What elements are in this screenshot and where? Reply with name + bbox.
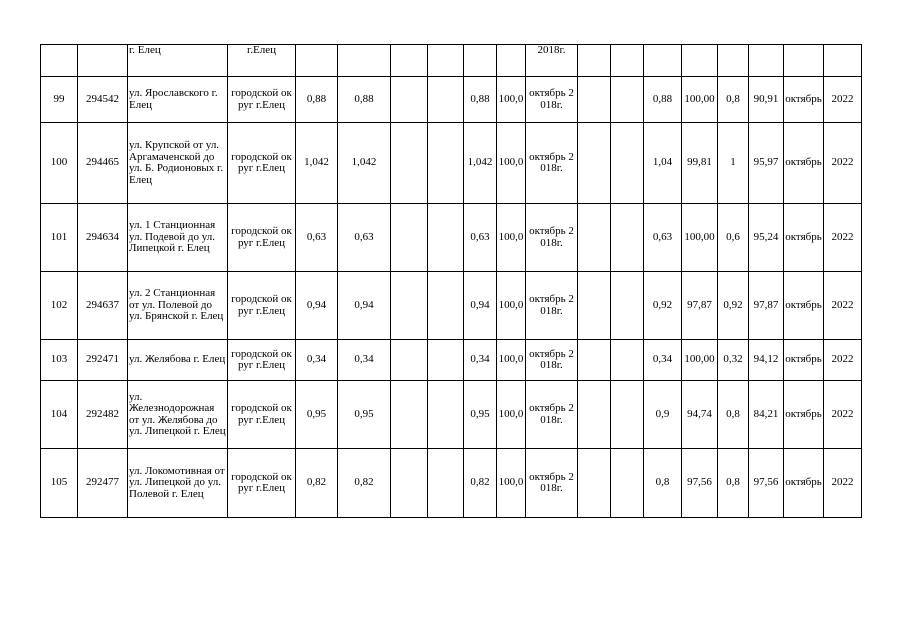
- roads-table: [40, 44, 862, 518]
- length-normative: 0,95: [464, 381, 497, 449]
- road-name: ул. Ярославского г. Елец: [128, 77, 228, 123]
- length-actual: 1,04: [644, 123, 682, 204]
- percent-normative: 100,0: [497, 123, 526, 204]
- percent-after: 95,97: [749, 123, 784, 204]
- percent-normative: 100,0: [497, 340, 526, 381]
- length-total: 0,95: [296, 381, 338, 449]
- road-code: 294542: [78, 77, 128, 123]
- road-code: 294465: [78, 123, 128, 204]
- percent-after: 95,24: [749, 204, 784, 272]
- length-total: 1,042: [296, 123, 338, 204]
- length-total: 0,82: [296, 449, 338, 518]
- percent-after: 94,12: [749, 340, 784, 381]
- table-row: [41, 123, 862, 204]
- length-total: 0,94: [296, 272, 338, 340]
- length-normative: 1,042: [464, 123, 497, 204]
- length-value: 0,82: [338, 449, 391, 518]
- percent-actual: 97,56: [682, 449, 718, 518]
- percent-normative: 100,0: [497, 449, 526, 518]
- percent-after: 84,21: [749, 381, 784, 449]
- percent-actual: 94,74: [682, 381, 718, 449]
- plan-year: 2022: [824, 381, 862, 449]
- length-normative: 0,88: [464, 77, 497, 123]
- plan-month: октябрь: [784, 77, 824, 123]
- row-number: 105: [41, 449, 78, 518]
- length-after: 1: [718, 123, 749, 204]
- repair-date: октябрь 2018г.: [526, 204, 578, 272]
- table-row: [41, 340, 862, 381]
- length-actual: 0,34: [644, 340, 682, 381]
- road-name: ул. Железнодорожная от ул. Желябова до ул. Липецкой г. Елец: [128, 381, 228, 449]
- row-number: 103: [41, 340, 78, 381]
- length-normative: 0,82: [464, 449, 497, 518]
- percent-actual: 99,81: [682, 123, 718, 204]
- length-after: 0,8: [718, 381, 749, 449]
- repair-date: октябрь 2018г.: [526, 272, 578, 340]
- plan-year: 2022: [824, 272, 862, 340]
- plan-month: октябрь: [784, 272, 824, 340]
- length-total: 0,34: [296, 340, 338, 381]
- road-code: 294634: [78, 204, 128, 272]
- plan-year: 2022: [824, 340, 862, 381]
- plan-year: 2022: [824, 449, 862, 518]
- row-number: 101: [41, 204, 78, 272]
- length-value: 0,94: [338, 272, 391, 340]
- plan-month: октябрь: [784, 381, 824, 449]
- road-code: 292477: [78, 449, 128, 518]
- table-row: [41, 77, 862, 123]
- road-name: ул. 2 Станционная от ул. Полевой до ул. Брянской г. Елец: [128, 272, 228, 340]
- percent-after: 90,91: [749, 77, 784, 123]
- plan-year: 2022: [824, 77, 862, 123]
- road-name: ул. 1 Станционная ул. Подевой до ул. Липецкой г. Елец: [128, 204, 228, 272]
- plan-month: октябрь: [784, 449, 824, 518]
- table-row: [41, 272, 862, 340]
- row-number: 100: [41, 123, 78, 204]
- length-after: 0,6: [718, 204, 749, 272]
- length-normative: 0,63: [464, 204, 497, 272]
- district: городской округ г.Елец: [228, 123, 296, 204]
- road-code: 292482: [78, 381, 128, 449]
- plan-year: 2022: [824, 204, 862, 272]
- road-name: ул. Локомотивная от ул. Липецкой до ул. Полевой г. Елец: [128, 449, 228, 518]
- length-after: 0,32: [718, 340, 749, 381]
- percent-actual: 100,00: [682, 340, 718, 381]
- percent-normative: 100,0: [497, 204, 526, 272]
- district: городской округ г.Елец: [228, 77, 296, 123]
- percent-normative: 100,0: [497, 381, 526, 449]
- row-number: 99: [41, 77, 78, 123]
- length-after: 0,8: [718, 449, 749, 518]
- length-total: 0,88: [296, 77, 338, 123]
- table-row: [41, 204, 862, 272]
- road-name: ул. Желябова г. Елец: [128, 340, 228, 381]
- district: городской округ г.Елец: [228, 272, 296, 340]
- plan-month: октябрь: [784, 204, 824, 272]
- district: г.Елец: [228, 45, 296, 77]
- district: городской округ г.Елец: [228, 381, 296, 449]
- table-row: [41, 449, 862, 518]
- repair-date: октябрь 2018г.: [526, 123, 578, 204]
- table-row: [41, 381, 862, 449]
- district: городской округ г.Елец: [228, 340, 296, 381]
- percent-after: 97,56: [749, 449, 784, 518]
- length-value: 0,63: [338, 204, 391, 272]
- percent-normative: 100,0: [497, 272, 526, 340]
- length-after: 0,8: [718, 77, 749, 123]
- length-actual: 0,9: [644, 381, 682, 449]
- percent-normative: 100,0: [497, 77, 526, 123]
- road-code: 292471: [78, 340, 128, 381]
- repair-date: 2018г.: [526, 45, 578, 77]
- plan-month: октябрь: [784, 123, 824, 204]
- percent-after: 97,87: [749, 272, 784, 340]
- length-actual: 0,8: [644, 449, 682, 518]
- length-value: 0,88: [338, 77, 391, 123]
- length-value: 1,042: [338, 123, 391, 204]
- district: городской округ г.Елец: [228, 449, 296, 518]
- length-value: 0,95: [338, 381, 391, 449]
- length-normative: 0,94: [464, 272, 497, 340]
- repair-date: октябрь 2018г.: [526, 381, 578, 449]
- length-normative: 0,34: [464, 340, 497, 381]
- length-actual: 0,88: [644, 77, 682, 123]
- row-number: 104: [41, 381, 78, 449]
- plan-year: 2022: [824, 123, 862, 204]
- repair-date: октябрь 2018г.: [526, 77, 578, 123]
- row-number: 102: [41, 272, 78, 340]
- length-value: 0,34: [338, 340, 391, 381]
- road-name: г. Елец: [128, 45, 228, 77]
- length-after: 0,92: [718, 272, 749, 340]
- percent-actual: 100,00: [682, 77, 718, 123]
- length-actual: 0,63: [644, 204, 682, 272]
- table-row-partial: [41, 45, 862, 77]
- road-code: 294637: [78, 272, 128, 340]
- percent-actual: 97,87: [682, 272, 718, 340]
- length-total: 0,63: [296, 204, 338, 272]
- length-actual: 0,92: [644, 272, 682, 340]
- percent-actual: 100,00: [682, 204, 718, 272]
- district: городской округ г.Елец: [228, 204, 296, 272]
- road-name: ул. Крупской от ул. Аргамаченской до ул. Б. Родионовых г. Елец: [128, 123, 228, 204]
- repair-date: октябрь 2018г.: [526, 340, 578, 381]
- plan-month: октябрь: [784, 340, 824, 381]
- repair-date: октябрь 2018г.: [526, 449, 578, 518]
